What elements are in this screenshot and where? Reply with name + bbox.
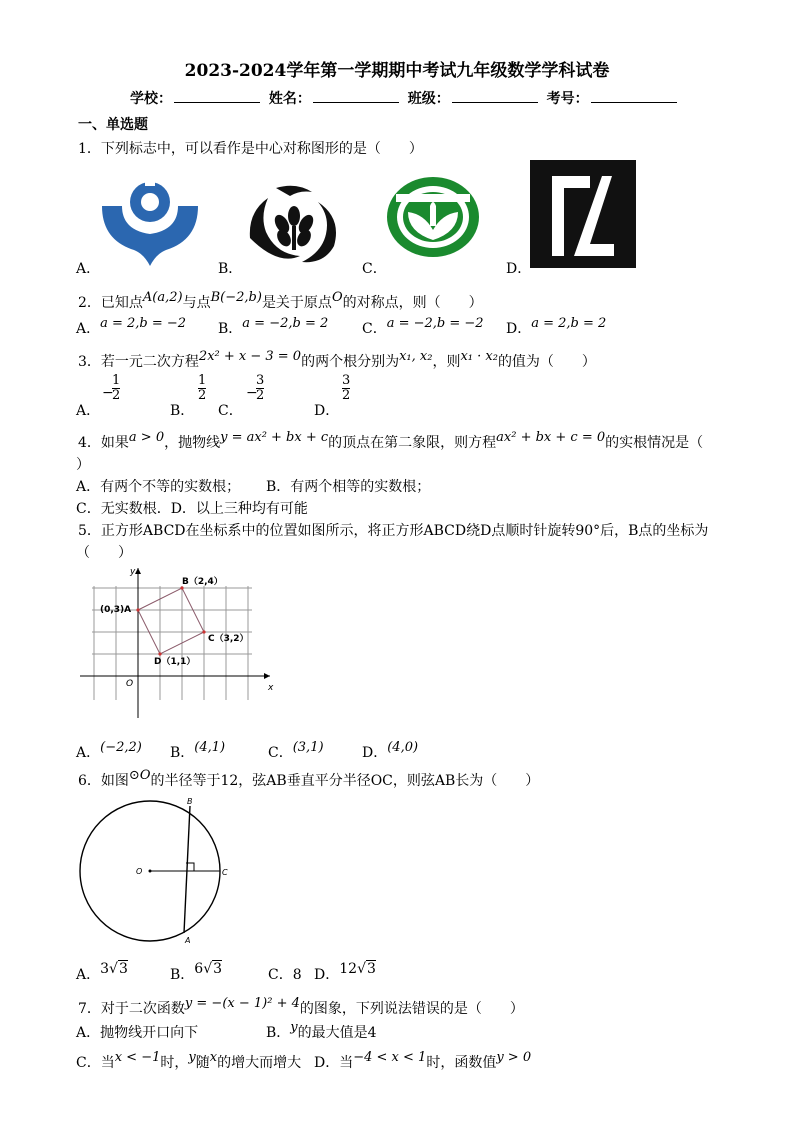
q3-stem-mid: 的两个根分别为 bbox=[301, 354, 400, 370]
school-label: 学校： bbox=[130, 91, 172, 107]
q2-stem-mid: 与点 bbox=[182, 295, 211, 311]
q3-option-a-num: 1 bbox=[112, 373, 121, 388]
q1-option-d[interactable]: D． bbox=[506, 261, 532, 277]
q2-stem-pre: 2．已知点 bbox=[78, 295, 143, 311]
q3-option-a[interactable] bbox=[76, 373, 176, 419]
q6-option-d-label: D． bbox=[314, 967, 340, 983]
q6-option-d-radicand: 3 bbox=[366, 961, 376, 977]
q4-stem-pre: 4．如果 bbox=[78, 435, 129, 451]
q6-label-a: A bbox=[185, 936, 191, 945]
q3-option-a-den: 2 bbox=[112, 388, 121, 403]
q7-option-c-post: 的增大而增大 bbox=[217, 1055, 302, 1071]
q1-option-c[interactable]: C． bbox=[362, 261, 387, 277]
q3-option-c-fraction bbox=[256, 374, 264, 403]
q7-option-c-mid: 时， bbox=[160, 1055, 189, 1071]
exam-title: 2023-2024学年第一学期期中考试九年级数学学科试卷 bbox=[184, 61, 610, 81]
q2-option-d-label: D． bbox=[506, 321, 532, 337]
q4-stem bbox=[78, 432, 703, 452]
q3-option-d-fraction bbox=[342, 374, 350, 403]
q6-option-b-label: B． bbox=[170, 967, 195, 983]
q5-option-a-label: A． bbox=[76, 745, 101, 761]
q2-stem bbox=[78, 292, 483, 312]
q3-option-c-label: C． bbox=[218, 403, 243, 419]
q3-option-b-label: B． bbox=[170, 403, 195, 419]
q6-option-c-value: 8 bbox=[292, 967, 302, 983]
q3-stem bbox=[78, 351, 596, 371]
q5-label-d: D（1,1） bbox=[154, 657, 196, 667]
q6-label-b: B bbox=[187, 797, 193, 806]
q6-option-b-coef: 6 bbox=[194, 961, 204, 977]
q3-option-a-sign: − bbox=[102, 385, 114, 401]
q5-stem-cont: （ ） bbox=[76, 545, 132, 561]
q5-label-a: (0,3)A bbox=[100, 605, 132, 615]
q5-option-a-value: (−2,2) bbox=[100, 740, 142, 755]
q3-option-a-fraction bbox=[112, 374, 120, 403]
q4-stem-cont: ） bbox=[76, 457, 90, 473]
q4-option-b[interactable]: B．有两个相等的实数根； bbox=[266, 479, 431, 495]
q5-label-c: C（3,2） bbox=[208, 634, 249, 644]
q6-option-a[interactable] bbox=[76, 961, 128, 984]
q7-option-c-pre: C．当 bbox=[76, 1055, 115, 1071]
q5-option-b-value: (4,1) bbox=[194, 740, 226, 755]
q3-option-d-label: D． bbox=[314, 403, 340, 419]
q3-product: x₁ · x₂ bbox=[460, 349, 498, 364]
class-blank[interactable] bbox=[452, 88, 538, 103]
q2-stem-post: 的对称点，则（ ） bbox=[342, 295, 483, 311]
q1-option-a[interactable]: A． bbox=[76, 261, 101, 277]
q5-option-d[interactable] bbox=[362, 742, 418, 762]
q6-option-c-label: C． bbox=[268, 967, 293, 983]
q6-stem-pre: 6．如图 bbox=[78, 773, 129, 789]
q5-option-b-label: B． bbox=[170, 745, 195, 761]
q3-stem-pre: 3．若一元二次方程 bbox=[78, 354, 199, 370]
q3-equation: 2x² + x − 3 = 0 bbox=[198, 349, 302, 364]
q2-option-c-value: a = −2,b = −2 bbox=[386, 316, 484, 331]
q3-option-a-label: A． bbox=[76, 403, 101, 419]
q1-stem: 1．下列标志中，可以看作是中心对称图形的是（ ） bbox=[78, 141, 423, 157]
q7-option-c-cond: x < −1 bbox=[114, 1050, 161, 1065]
q7-option-d[interactable] bbox=[314, 1052, 531, 1072]
logo-a-icon bbox=[100, 178, 200, 270]
q3-stem-mid2: ，则 bbox=[432, 354, 461, 370]
q3-stem-post: 的值为（ ） bbox=[497, 354, 596, 370]
q5-origin-label: O bbox=[126, 679, 134, 689]
q2-option-c-label: C． bbox=[362, 321, 387, 337]
q4-option-cd[interactable]: C．无实数根．D．以上三种均有可能 bbox=[76, 501, 308, 517]
q3-option-b-den: 2 bbox=[198, 388, 207, 403]
q6-label-o: O bbox=[136, 867, 143, 876]
q6-option-c[interactable] bbox=[268, 964, 302, 984]
q3-option-c-num: 3 bbox=[256, 373, 265, 388]
q6-option-b-radicand: 3 bbox=[213, 961, 223, 977]
q5-x-axis-label: x bbox=[268, 683, 274, 693]
q7-stem bbox=[78, 998, 524, 1018]
q2-option-b-label: B． bbox=[218, 321, 243, 337]
q2-option-d-value: a = 2,b = 2 bbox=[531, 316, 607, 331]
q6-option-a-radicand: 3 bbox=[118, 961, 128, 977]
q7-option-b-pre: B． bbox=[266, 1025, 291, 1041]
exam-no-label: 考号： bbox=[546, 91, 589, 107]
q6-option-a-coef: 3 bbox=[100, 961, 110, 977]
q2-stem-mid2: 是关于原点 bbox=[261, 295, 332, 311]
q7-stem-pre: 7．对于二次函数 bbox=[78, 1001, 185, 1017]
name-blank[interactable] bbox=[313, 88, 399, 103]
q5-option-b[interactable] bbox=[170, 742, 225, 762]
q6-circle-figure bbox=[72, 794, 248, 948]
name-label: 姓名： bbox=[268, 91, 311, 107]
q6-label-c: C bbox=[222, 868, 228, 877]
q4-cond: a > 0 bbox=[128, 430, 165, 445]
q6-stem bbox=[78, 770, 539, 790]
q6-option-a-label: A． bbox=[76, 967, 101, 983]
q4-stem-mid: ，抛物线 bbox=[164, 435, 221, 451]
q5-option-c-value: (3,1) bbox=[292, 740, 324, 755]
q7-option-c-x: x bbox=[209, 1050, 218, 1065]
q7-option-d-pre: D．当 bbox=[314, 1055, 354, 1071]
q2-option-c[interactable] bbox=[362, 318, 484, 338]
q7-option-b-post: 的最大值是4 bbox=[297, 1025, 377, 1041]
q5-option-c-label: C． bbox=[268, 745, 293, 761]
q4-parabola: y = ax² + bx + c bbox=[220, 430, 329, 445]
exam-no-blank[interactable] bbox=[591, 88, 677, 103]
q2-point-a: A(a,2) bbox=[142, 290, 183, 305]
q5-option-d-value: (4,0) bbox=[387, 740, 419, 755]
q2-option-d[interactable] bbox=[506, 318, 606, 338]
q3-option-d-num: 3 bbox=[342, 373, 351, 388]
q7-function: y = −(x − 1)² + 4 bbox=[184, 996, 300, 1011]
q6-circle-symbol: ⊙O bbox=[128, 768, 151, 783]
student-info-line bbox=[130, 88, 681, 108]
q2-origin: O bbox=[331, 290, 343, 305]
logo-c-icon bbox=[386, 176, 480, 258]
q3-option-d-den: 2 bbox=[342, 388, 351, 403]
q7-option-a[interactable]: A．抛物线开口向下 bbox=[76, 1025, 199, 1041]
q6-option-d-coef: 12 bbox=[339, 961, 358, 977]
section-title: 一、单选题 bbox=[78, 117, 148, 133]
q3-option-c-den: 2 bbox=[256, 388, 265, 403]
q4-stem-mid2: 的顶点在第二象限，则方程 bbox=[328, 435, 497, 451]
q7-option-d-mid: 时，函数值 bbox=[426, 1055, 497, 1071]
q7-option-b[interactable] bbox=[266, 1022, 377, 1042]
q5-option-a[interactable] bbox=[76, 742, 142, 762]
q1-option-b[interactable]: B． bbox=[218, 261, 243, 277]
q3-option-d[interactable] bbox=[314, 373, 374, 419]
q2-option-a[interactable] bbox=[76, 318, 186, 338]
q3-option-c[interactable] bbox=[218, 373, 298, 419]
q4-equation: ax² + bx + c = 0 bbox=[496, 430, 606, 445]
logo-d-icon bbox=[530, 160, 636, 268]
q6-stem-post: 的半径等于12，弦AB垂直平分半径OC，则弦AB长为（ ） bbox=[150, 773, 540, 789]
q5-option-d-label: D． bbox=[362, 745, 388, 761]
q3-roots: x₁, x₂ bbox=[399, 349, 433, 364]
class-label: 班级： bbox=[407, 91, 450, 107]
q4-stem-post: 的实根情况是（ bbox=[605, 435, 704, 451]
q6-option-d[interactable] bbox=[314, 961, 376, 984]
q2-option-a-label: A． bbox=[76, 321, 101, 337]
q3-option-b[interactable] bbox=[170, 373, 220, 419]
q3-option-b-num: 1 bbox=[198, 373, 207, 388]
q6-option-b[interactable] bbox=[170, 961, 223, 984]
q7-option-c[interactable] bbox=[76, 1052, 301, 1072]
q2-option-b[interactable] bbox=[218, 318, 328, 338]
q7-option-c-y: y bbox=[188, 1050, 196, 1065]
q5-stem: 5．正方形ABCD在坐标系中的位置如图所示，将正方形ABCD绕D点顺时针旋转90°后，B点的坐标为 bbox=[78, 523, 709, 539]
q7-option-c-mid2: 随 bbox=[195, 1055, 210, 1071]
q4-option-a[interactable]: A．有两个不等的实数根； bbox=[76, 479, 241, 495]
q2-option-a-value: a = 2,b = −2 bbox=[100, 316, 187, 331]
q3-option-b-fraction bbox=[198, 374, 206, 403]
q7-option-d-val: y > 0 bbox=[496, 1050, 532, 1065]
q7-option-d-cond: −4 < x < 1 bbox=[353, 1050, 427, 1065]
q5-option-c[interactable] bbox=[268, 742, 324, 762]
q6-option-d-radical: √ bbox=[357, 961, 366, 977]
q6-option-a-radical: √ bbox=[109, 961, 118, 977]
q5-y-axis-label: y bbox=[130, 567, 136, 577]
q5-coordinate-figure bbox=[78, 562, 278, 720]
q5-label-b: B（2,4） bbox=[182, 577, 223, 587]
logo-b-icon bbox=[246, 182, 342, 268]
q3-option-c-sign: − bbox=[246, 385, 258, 401]
q6-option-b-radical: √ bbox=[203, 961, 213, 977]
school-blank[interactable] bbox=[174, 88, 260, 103]
q7-stem-post: 的图象，下列说法错误的是（ ） bbox=[299, 1001, 524, 1017]
q2-option-b-value: a = −2,b = 2 bbox=[242, 316, 329, 331]
q7-option-b-var: y bbox=[290, 1020, 298, 1035]
q2-point-b: B(−2,b) bbox=[210, 290, 262, 305]
